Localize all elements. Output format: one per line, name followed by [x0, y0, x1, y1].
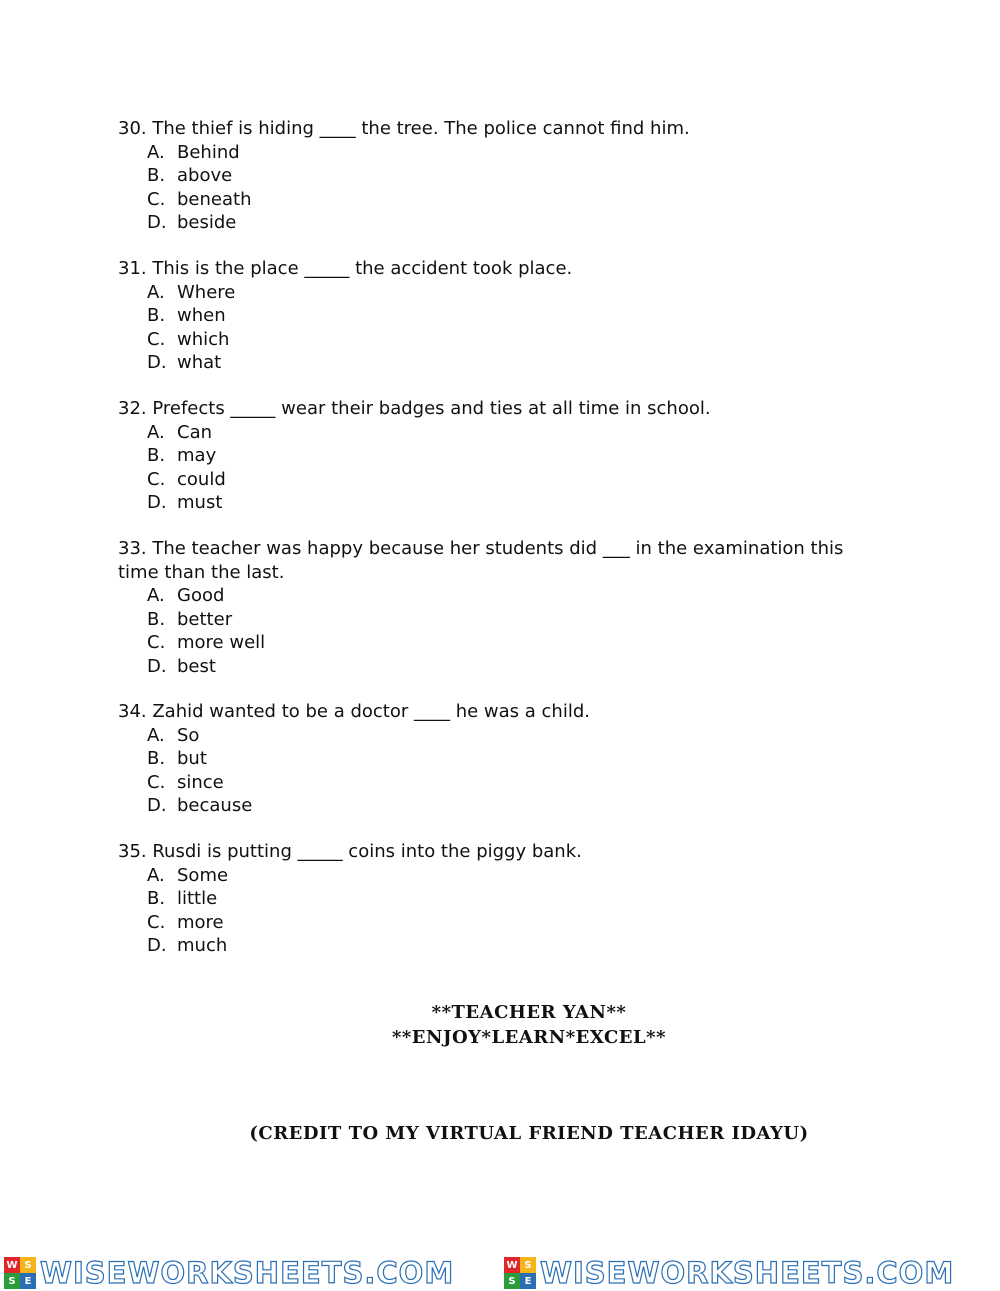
- option-a[interactable]: A. Good: [147, 585, 225, 606]
- credit-note: (CREDIT TO MY VIRTUAL FRIEND TEACHER IDAYU): [249, 1123, 809, 1144]
- option-c[interactable]: C. more: [147, 911, 224, 933]
- option-d[interactable]: D. beside: [147, 212, 237, 233]
- site-logo-icon: W S S E: [4, 1257, 36, 1289]
- option-b[interactable]: B. may: [147, 445, 217, 466]
- question-30: [118, 117, 878, 235]
- option-b[interactable]: B. but: [147, 748, 207, 769]
- options-list: [118, 281, 878, 375]
- option-b[interactable]: B. when: [147, 305, 226, 326]
- options-list: [118, 141, 878, 235]
- options-list: [118, 421, 878, 515]
- option-b[interactable]: B. little: [147, 888, 218, 909]
- option-b[interactable]: B. above: [147, 165, 233, 186]
- banner-segment: [500, 1255, 1000, 1291]
- motto: **ENJOY*LEARN*EXCEL**: [391, 1027, 667, 1048]
- option-d[interactable]: D. what: [147, 352, 222, 373]
- option-c[interactable]: C. which: [147, 328, 230, 350]
- teacher-signature: **TEACHER YAN**: [431, 1002, 627, 1023]
- question-32: [118, 397, 878, 515]
- question-33: [118, 537, 878, 678]
- option-a[interactable]: A. Where: [147, 281, 236, 303]
- option-c[interactable]: C. beneath: [147, 188, 252, 210]
- option-d[interactable]: D. much: [147, 935, 228, 956]
- option-d[interactable]: D. best: [147, 655, 216, 677]
- question-text: 35. Rusdi is putting _____ coins into the piggy bank.: [118, 841, 582, 862]
- option-c[interactable]: C. since: [147, 771, 224, 793]
- option-a[interactable]: A. Some: [147, 864, 229, 886]
- banner-text: WISEWORKSHEETS.COM: [540, 1256, 955, 1290]
- options-list: [118, 724, 878, 818]
- question-text: 32. Prefects _____ wear their badges and ties at all time in school.: [118, 398, 711, 419]
- banner-segment: [0, 1255, 500, 1291]
- options-list: [118, 864, 878, 958]
- options-list: [118, 584, 878, 678]
- question-text: 34. Zahid wanted to be a doctor ____ he was a child.: [118, 701, 590, 722]
- question-34: [118, 700, 878, 818]
- question-text: 31. This is the place _____ the accident took place.: [118, 258, 573, 279]
- watermark-banner: [0, 1255, 1000, 1291]
- option-d[interactable]: D. because: [147, 795, 253, 816]
- option-a[interactable]: A. Can: [147, 421, 213, 443]
- option-a[interactable]: A. Behind: [147, 141, 240, 163]
- question-text: 30. The thief is hiding ____ the tree. The police cannot find him.: [118, 118, 690, 139]
- option-d[interactable]: D. must: [147, 492, 223, 513]
- option-c[interactable]: C. could: [147, 468, 226, 490]
- option-c[interactable]: C. more well: [147, 632, 266, 653]
- option-b[interactable]: B. better: [147, 608, 233, 630]
- banner-text: WISEWORKSHEETS.COM: [40, 1256, 455, 1290]
- question-35: [118, 840, 878, 958]
- question-text: 33. The teacher was happy because her students did ___ in the examination this time than the last.: [118, 538, 844, 583]
- question-31: [118, 257, 878, 375]
- site-logo-icon: W S S E: [504, 1257, 536, 1289]
- option-a[interactable]: A. So: [147, 724, 200, 746]
